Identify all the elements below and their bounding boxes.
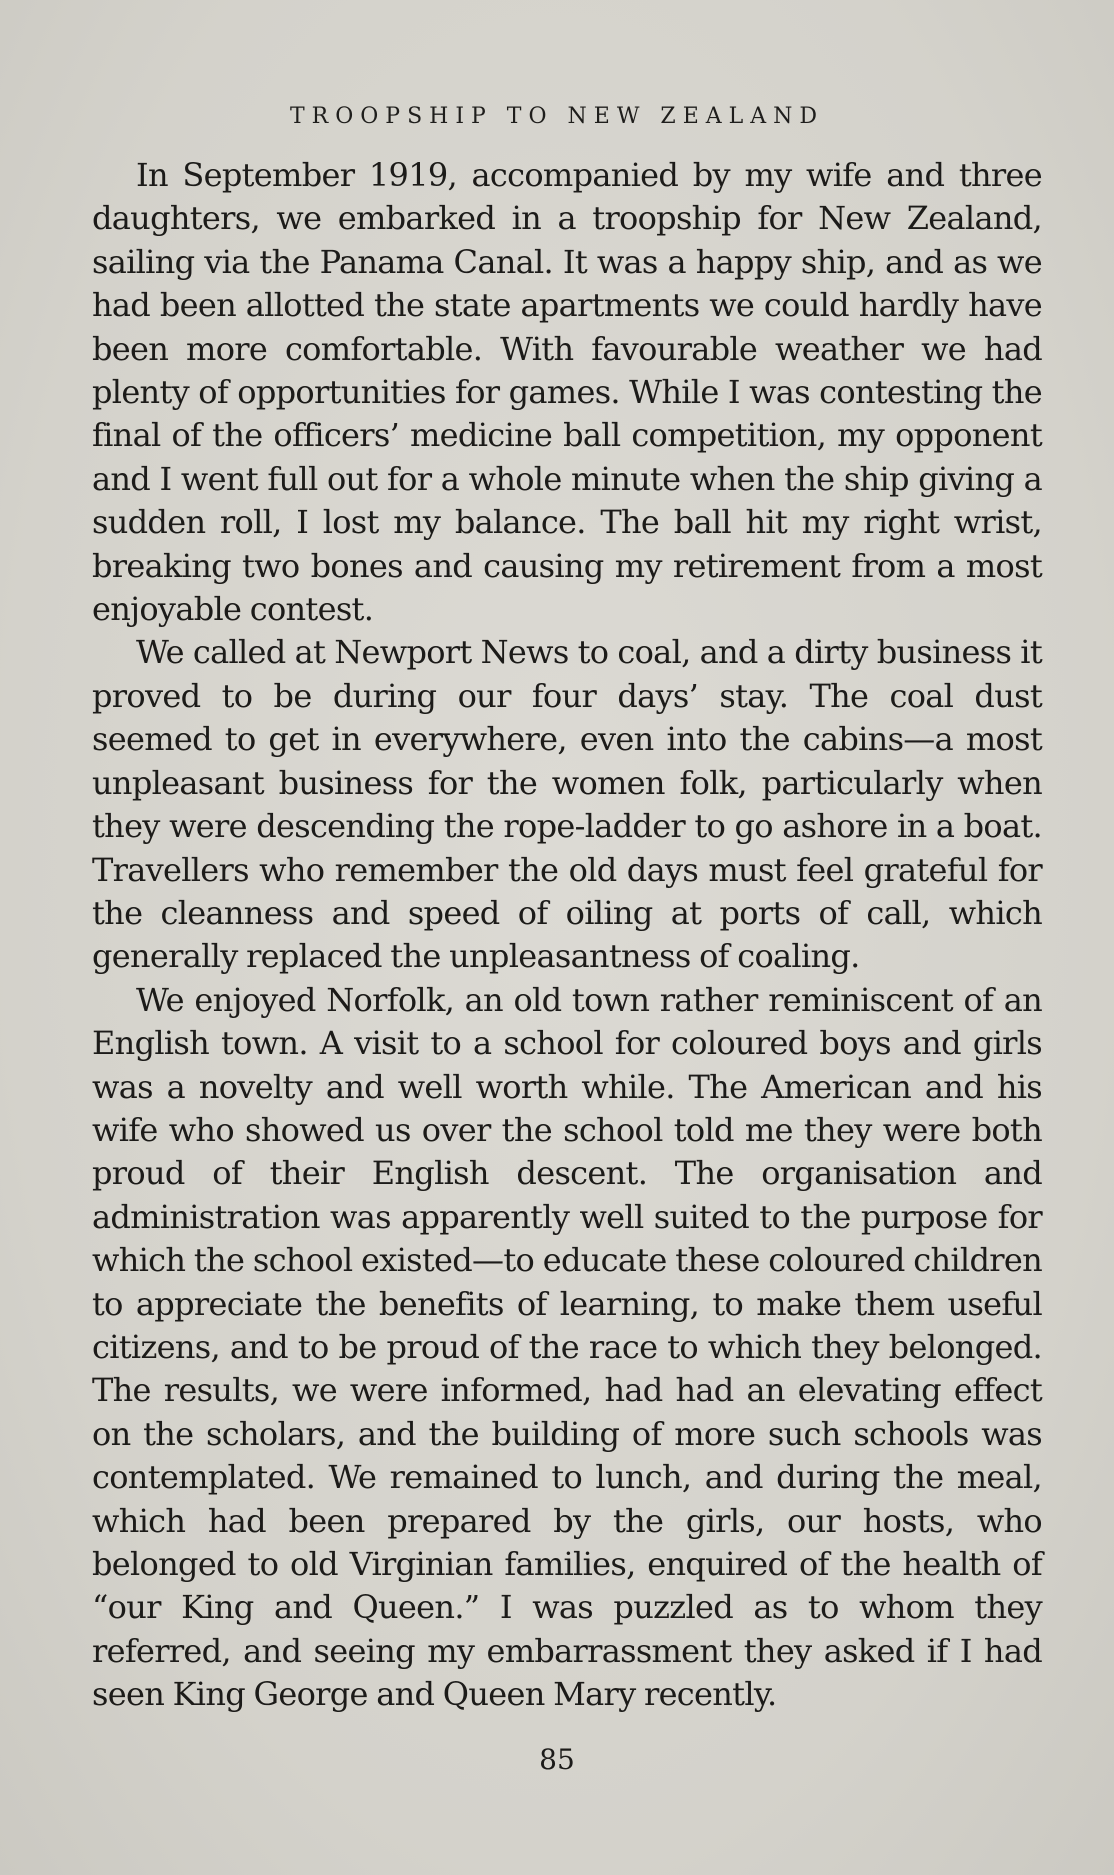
running-head-title: TROOPSHIP TO NEW ZEALAND [289, 104, 825, 129]
paragraph-2: We called at Newport News to coal, and a dirty business it proved to be during our four days’ stay. The coal dust seemed to get in everywhere, even into the cabins—a most unpleasant business for the women folk, particularly when they were descending the rope-ladder to go ashore in a boat. Travellers who remember the old days must feel grateful for the cleanness and speed of oiling at ports of call, which generally replaced the unpleasantness of coaling. [92, 633, 1042, 976]
page-number: 85 [539, 1743, 575, 1776]
body-text [92, 154, 1042, 1717]
paragraph-1: In September 1919, accompanied by my wife and three daughters, we embarked in a troopship for New Zealand, sailing via the Panama Canal. It was a happy ship, and as we had been allotted the state apartments we could hardly have been more comfortable. With favourable weather we had plenty of opportunities for games. While I was contesting the final of the officers’ medicine ball competition, my opponent and I went full out for a whole minute when the ship giving a sudden roll, I lost my balance. The ball hit my right wrist, breaking two bones and causing my retirement from a most enjoyable contest. [92, 156, 1042, 629]
paragraph-3: We enjoyed Norfolk, an old town rather reminiscent of an English town. A visit to a school for coloured boys and girls was a novelty and well worth while. The American and his wife who showed us over the school told me they were both proud of their English descent. The organisation and administration was apparently well suited to the purpose for which the school existed—to educate these coloured children to appreciate the benefits of learning, to make them useful citizens, and to be proud of the race to which they belonged. The results, we were informed, had had an elevating effect on the scholars, and the building of more such schools was contemplated. We remained to lunch, and during the meal, which had been prepared by the girls, our hosts, who belonged to old Virginian families, enquired of the health of “our King and Queen.” I was puzzled as to whom they referred, and seeing my embarrassment they asked if I had seen King George and Queen Mary recently. [92, 980, 1042, 1714]
